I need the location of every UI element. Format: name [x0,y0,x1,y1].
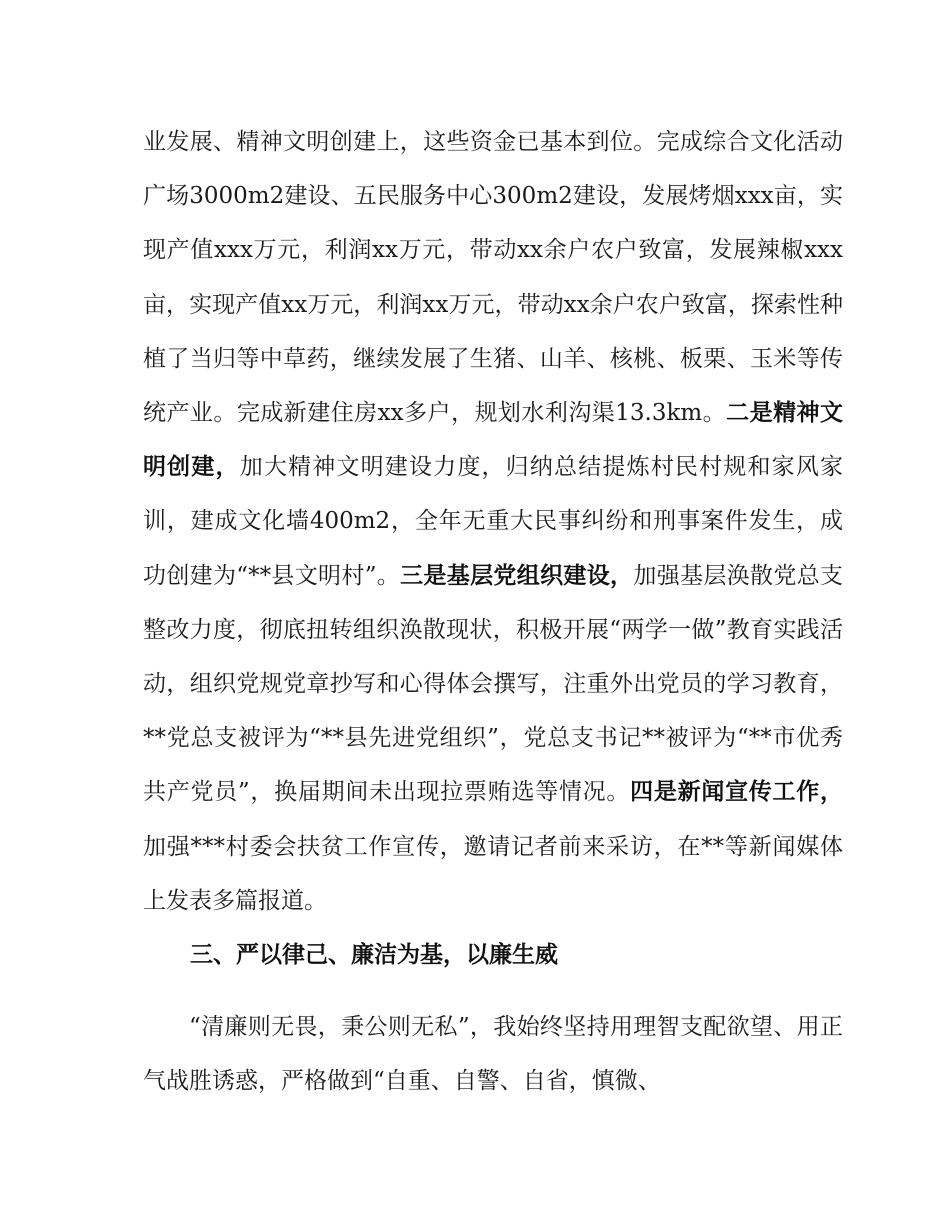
paragraph-text: 加强***村委会扶贫工作宣传，邀请记者前来采访，在**等新闻媒体上发表多篇报道。 [143,833,843,914]
bold-lead-party-organization: 三是基层党组织建设， [400,562,634,589]
paragraph-text: 加强基层涣散党总支整改力度，彻底扭转组织涣散现状，积极开展“两学一做”教育实践活动，组织党规党章抄写和心得体会撰写，注重外出党员的学习教育，**党总支被评为“**县先进党组织”，党总支书记**被评为“**市优秀共产党员”，换届期间未出现拉票贿选等情况。 [143,562,843,806]
section-heading: 三、严以律己、廉洁为基，以廉生威 [190,942,558,968]
body-paragraph-integrity: “清廉则无畏，秉公则无私”，我始终坚持用理智支配欲望、用正气战胜诱惑，严格做到“自重、自警、自省，慎微、 [143,1014,843,1095]
paragraph-text: 加大精神文明建设力度，归纳总结提炼村民村规和家风家训，建成文化墙400m2，全年无重大民事纠纷和刑事案件发生，成功创建为“**县文明村”。 [143,454,844,589]
bold-lead-spiritual-civilization: 二是精神文明创建， [143,400,844,481]
bold-lead-news-publicity: 四是新闻宣传工作， [630,779,843,806]
paragraph-text: 业发展、精神文明创建上，这些资金已基本到位。完成综合文化活动广场3000m2建设、五民服务中心300m2建设，发展烤烟xxx亩，实现产值xxx万元，利润xx万元，带动xx余户农户致富，发展辣椒xxx亩，实现产值xx万元，利润xx万元，带动xx余户农户致富，探索性种植了当归等中草药，继续发展了生猪、山羊、核桃、板栗、玉米等传统产业。完成新建住房xx多户，规划水利沟渠13.3km。 [143,129,843,427]
body-paragraph-achievements [143,115,843,928]
